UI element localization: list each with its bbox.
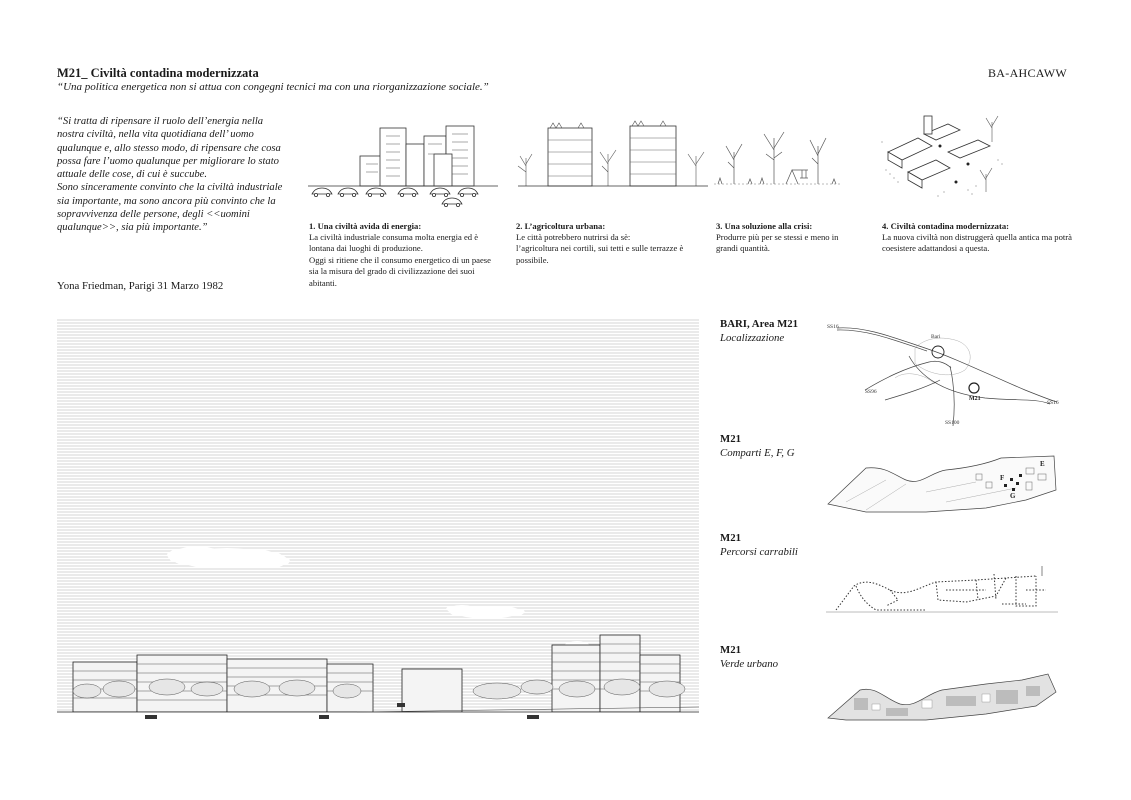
step-energy <box>309 221 493 289</box>
step-modern-rural <box>882 221 1074 255</box>
step-line: La civiltà industriale consuma molta energia ed è lontana dai luoghi di produzione. <box>309 232 479 254</box>
friedman-quote <box>57 115 289 235</box>
crisis-solution-illustration <box>714 128 844 190</box>
comparto-e-label: E <box>1040 460 1045 468</box>
urban-perspective-render <box>57 319 699 723</box>
panel-title: BARI, Area M21 <box>720 318 799 330</box>
green-plan <box>826 664 1058 722</box>
panel-title: M21 <box>720 644 741 656</box>
map-label-ss16: SS16 <box>827 324 839 330</box>
step-line: Le città potrebbero nutrirsi da sè: <box>516 232 631 242</box>
step-title: 3. Una soluzione alla crisi: <box>716 221 813 231</box>
page-subtitle: “Una politica energetica non si attua con congegni tecnici ma con una riorganizzazione sociale.” <box>57 81 489 93</box>
step-line: La nuova civiltà non distruggerà quella antica ma potrà coesistere adattandosi a questa. <box>882 232 1072 254</box>
panel-subtitle: Comparti E, F, G <box>720 447 795 459</box>
roads-plan <box>826 560 1058 616</box>
quote-author: Yona Friedman, Parigi 31 Marzo 1982 <box>57 280 224 292</box>
panel-title: M21 <box>720 532 741 544</box>
panel-subtitle: Verde urbano <box>720 658 779 670</box>
panel-subtitle: Localizzazione <box>720 332 785 344</box>
page-title: M21_ Civiltà contadina modernizzata <box>57 66 259 80</box>
map-label-bari: Bari <box>931 334 941 340</box>
quote-paragraph-2: Sono sinceramente convinto che la civiltà industriale sia importante, ma sono ancora più convinto che la sopravvivenza delle persone, degli <<uomini qualunque>>, sia più importante.” <box>57 182 283 234</box>
step-crisis <box>716 221 861 255</box>
map-label-ss16-east: SS16 <box>1047 400 1059 406</box>
step-title: 1. Una civiltà avida di energia: <box>309 221 422 231</box>
step-agriculture <box>516 221 696 266</box>
energy-city-illustration <box>308 108 498 208</box>
panel-subtitle: Percorsi carrabili <box>720 546 798 558</box>
panel-roads <box>720 532 798 558</box>
modern-rural-illustration <box>878 112 1008 204</box>
step-line: Produrre più per se stessi e meno in grandi quantità. <box>716 232 839 254</box>
urban-agriculture-illustration <box>518 118 708 190</box>
step-title: 2. L’agricoltura urbana: <box>516 221 606 231</box>
comparti-plan <box>826 452 1058 518</box>
quote-paragraph-1: “Si tratta di ripensare il ruolo dell’energia nella nostra civiltà, nella vita quotidiana dell’ uomo qualunque e, allo stesso modo, di ripensare che cosa possa fare l’uomo qualunque per migliorare lo stato attuale delle cose, di cui è succube. <box>57 116 281 181</box>
comparto-f-label: F <box>1000 474 1005 482</box>
localization-map <box>825 318 1065 430</box>
step-title: 4. Civiltà contadina modernizzata: <box>882 221 1009 231</box>
panel-green <box>720 644 778 670</box>
comparto-g-label: G <box>1010 492 1016 500</box>
step-line: l’agricoltura nei cortili, sui tetti e sulle terrazze è possibile. <box>516 243 684 265</box>
panel-localization <box>720 318 798 344</box>
panel-title: M21 <box>720 433 741 445</box>
map-label-ss100: SS100 <box>945 420 960 426</box>
panel-comparti <box>720 433 795 459</box>
step-line: Oggi si ritiene che il consumo energetico di un paese sia la misura del grado di civilizzazione dei suoi abitanti. <box>309 254 491 288</box>
project-code: BA-AHCAWW <box>988 66 1068 80</box>
map-label-ss96: SS96 <box>865 389 877 395</box>
map-label-m21: M21 <box>969 396 981 402</box>
